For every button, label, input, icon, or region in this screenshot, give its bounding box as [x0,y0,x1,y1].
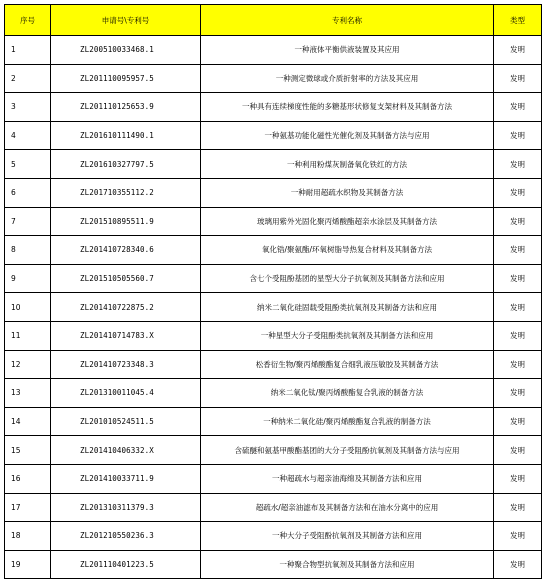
cell-patent-name: 纳米二氧化硅固载受阻酚类抗氧剂及其制备方法和应用 [201,293,494,322]
cell-application-number: ZL201010524511.5 [51,407,201,436]
table-header [5,5,542,36]
cell-type: 发明 [494,150,542,179]
cell-serial-number: 18 [5,522,51,551]
cell-type: 发明 [494,464,542,493]
table-row [5,407,542,436]
table-row [5,550,542,579]
table-row [5,493,542,522]
cell-type: 发明 [494,236,542,265]
cell-patent-name: 一种星型大分子受阻酚类抗氧剂及其制备方法和应用 [201,321,494,350]
table-row [5,207,542,236]
cell-application-number: ZL201110095957.5 [51,64,201,93]
cell-patent-name: 玻璃用紫外光固化聚丙烯酸酯超亲水涂层及其制备方法 [201,207,494,236]
cell-patent-name: 一种耐用超疏水织物及其制备方法 [201,178,494,207]
cell-serial-number: 19 [5,550,51,579]
cell-serial-number: 9 [5,264,51,293]
table-row [5,436,542,465]
cell-patent-name: 氧化锆/聚氨酯/环氧树脂导热复合材料及其制备方法 [201,236,494,265]
table-row [5,350,542,379]
table-body [5,36,542,579]
cell-serial-number: 7 [5,207,51,236]
cell-serial-number: 2 [5,64,51,93]
cell-application-number: ZL201110125653.9 [51,93,201,122]
cell-application-number: ZL201510895511.9 [51,207,201,236]
table-row [5,293,542,322]
cell-application-number: ZL201610327797.5 [51,150,201,179]
cell-patent-name: 一种聚合物型抗氧剂及其制备方法和应用 [201,550,494,579]
cell-application-number: ZL201110401223.5 [51,550,201,579]
cell-application-number: ZL201410714783.X [51,321,201,350]
cell-application-number: ZL201310311379.3 [51,493,201,522]
cell-patent-name: 一种液体平衡供液装置及其应用 [201,36,494,65]
cell-application-number: ZL201410723348.3 [51,350,201,379]
cell-patent-name: 松香衍生物/聚丙烯酸酯复合细乳液压敏胶及其制备方法 [201,350,494,379]
cell-type: 发明 [494,264,542,293]
cell-serial-number: 6 [5,178,51,207]
cell-type: 发明 [494,379,542,408]
table-row [5,522,542,551]
cell-application-number: ZL201410033711.9 [51,464,201,493]
cell-type: 发明 [494,522,542,551]
cell-patent-name: 一种纳米二氧化硅/聚丙烯酸酯复合乳液的制备方法 [201,407,494,436]
cell-patent-name: 一种超疏水与超亲油海绵及其制备方法和应用 [201,464,494,493]
patent-table-container [4,4,542,579]
cell-type: 发明 [494,36,542,65]
cell-serial-number: 12 [5,350,51,379]
header-application-number: 申请号\专利号 [51,5,201,36]
cell-patent-name: 一种测定微球或介质折射率的方法及其应用 [201,64,494,93]
cell-serial-number: 11 [5,321,51,350]
table-row [5,93,542,122]
cell-type: 发明 [494,407,542,436]
cell-type: 发明 [494,321,542,350]
table-row [5,321,542,350]
cell-serial-number: 3 [5,93,51,122]
table-row [5,178,542,207]
table-row [5,36,542,65]
header-patent-name: 专利名称 [201,5,494,36]
table-row [5,464,542,493]
cell-serial-number: 1 [5,36,51,65]
table-row [5,150,542,179]
cell-type: 发明 [494,493,542,522]
table-row [5,236,542,265]
cell-serial-number: 4 [5,121,51,150]
cell-patent-name: 纳米二氧化钛/聚丙烯酸酯复合乳液的制备方法 [201,379,494,408]
cell-application-number: ZL201410728340.6 [51,236,201,265]
cell-serial-number: 17 [5,493,51,522]
header-serial-number: 序号 [5,5,51,36]
cell-application-number: ZL201310011045.4 [51,379,201,408]
cell-serial-number: 14 [5,407,51,436]
cell-application-number: ZL201210550236.3 [51,522,201,551]
cell-application-number: ZL201410406332.X [51,436,201,465]
cell-type: 发明 [494,64,542,93]
cell-type: 发明 [494,121,542,150]
cell-type: 发明 [494,436,542,465]
patent-table [4,4,542,579]
cell-serial-number: 10 [5,293,51,322]
cell-patent-name: 一种利用粉煤灰制备氧化铁红的方法 [201,150,494,179]
cell-type: 发明 [494,207,542,236]
cell-serial-number: 15 [5,436,51,465]
cell-patent-name: 一种具有连续梯度性能的多糖基形状修复支架材料及其制备方法 [201,93,494,122]
header-type: 类型 [494,5,542,36]
cell-application-number: ZL201610111490.1 [51,121,201,150]
cell-type: 发明 [494,550,542,579]
table-row [5,121,542,150]
cell-type: 发明 [494,350,542,379]
cell-patent-name: 一种氨基功能化磁性光催化剂及其制备方法与应用 [201,121,494,150]
cell-type: 发明 [494,293,542,322]
cell-application-number: ZL201510505560.7 [51,264,201,293]
cell-application-number: ZL201410722875.2 [51,293,201,322]
cell-serial-number: 5 [5,150,51,179]
cell-serial-number: 16 [5,464,51,493]
cell-serial-number: 13 [5,379,51,408]
cell-type: 发明 [494,178,542,207]
cell-type: 发明 [494,93,542,122]
cell-patent-name: 含硫醚和氨基甲酸酯基团的大分子受阻酚抗氧剂及其制备方法与应用 [201,436,494,465]
header-row [5,5,542,36]
table-row [5,379,542,408]
cell-patent-name: 一种大分子受阻酚抗氧剂及其制备方法和应用 [201,522,494,551]
cell-serial-number: 8 [5,236,51,265]
cell-application-number: ZL201710355112.2 [51,178,201,207]
table-row [5,264,542,293]
cell-patent-name: 含七个受阻酚基团的星型大分子抗氧剂及其制备方法和应用 [201,264,494,293]
cell-application-number: ZL200510033468.1 [51,36,201,65]
table-row [5,64,542,93]
cell-patent-name: 超疏水/超亲油滤布及其制备方法和在油水分离中的应用 [201,493,494,522]
